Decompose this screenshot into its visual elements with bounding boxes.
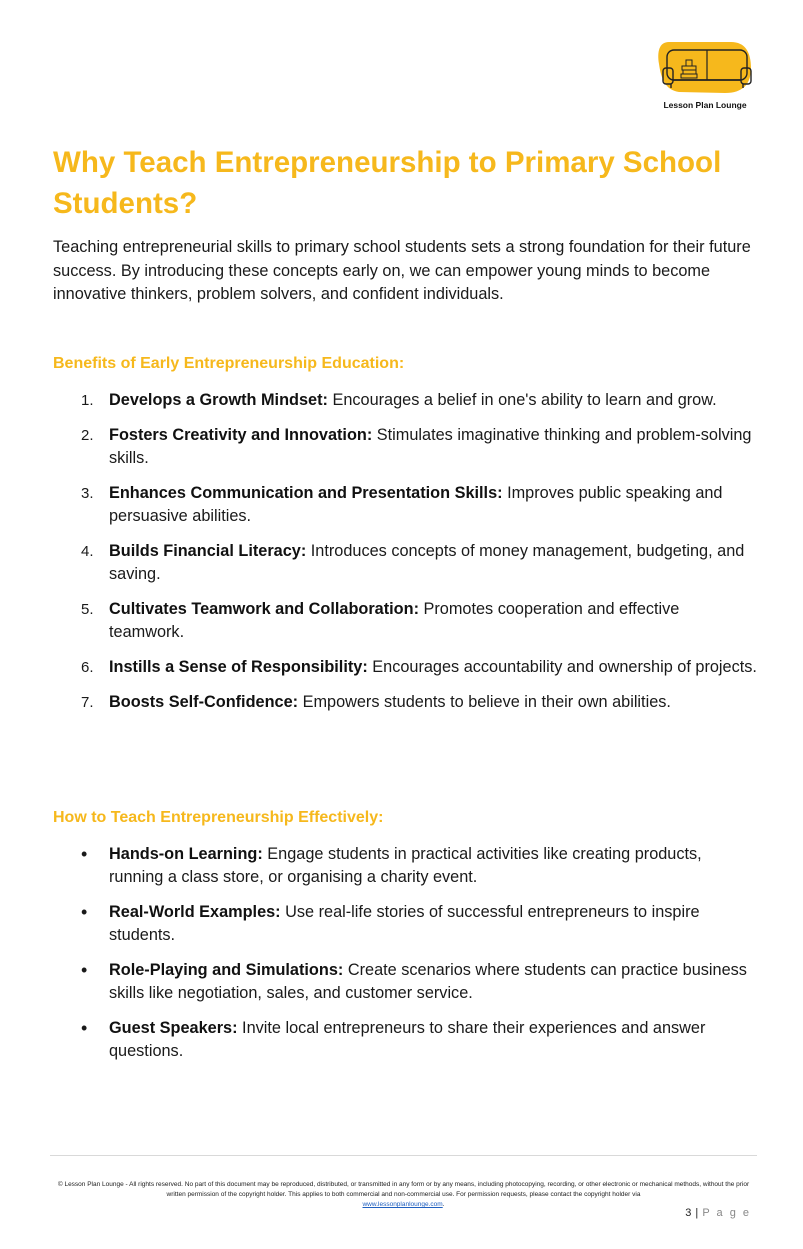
- footer-copyright: [55, 1180, 752, 1210]
- item-label: Fosters Creativity and Innovation:: [109, 426, 373, 444]
- list-item: [53, 389, 758, 412]
- item-label: Real-World Examples:: [109, 903, 281, 921]
- list-item: [53, 843, 758, 889]
- item-label: Develops a Growth Mindset:: [109, 391, 328, 409]
- list-item: [53, 1017, 758, 1063]
- list-number: 6.: [81, 659, 94, 676]
- item-text: Empowers students to believe in their own abilities.: [298, 693, 671, 711]
- bullet-icon: •: [81, 844, 88, 864]
- item-label: Cultivates Teamwork and Collaboration:: [109, 600, 419, 618]
- page-number-value: 3: [685, 1207, 692, 1219]
- howto-heading: How to Teach Entrepreneurship Effectively:: [53, 809, 384, 826]
- item-label: Hands-on Learning:: [109, 845, 263, 863]
- page-title: Why Teach Entrepreneurship to Primary School Students?: [53, 146, 722, 220]
- item-text: Encourages a belief in one's ability to learn and grow.: [327, 391, 717, 409]
- list-number: 7.: [81, 694, 94, 711]
- list-number: 4.: [81, 543, 94, 560]
- list-number: 3.: [81, 485, 94, 502]
- item-label: Instills a Sense of Responsibility:: [109, 658, 368, 676]
- item-text: Stimulates imaginative thinking and problem-solving skills.: [109, 426, 752, 467]
- page-separator: |: [695, 1207, 699, 1219]
- list-item: [53, 424, 758, 470]
- website-link[interactable]: www.lessonplanlounge.com: [362, 1201, 443, 1208]
- item-text: Introduces concepts of money management, budgeting, and saving.: [109, 542, 745, 583]
- intro-paragraph: Teaching entrepreneurial skills to primary school students sets a strong foundation for their future success. By introducing these concepts early on, we can empower young minds to become innovative thinkers, problem solvers, and confident individuals.: [53, 238, 751, 303]
- bullet-icon: •: [81, 960, 88, 980]
- page-number: [685, 1207, 751, 1219]
- logo: [655, 38, 755, 116]
- item-text: Encourages accountability and ownership of projects.: [367, 658, 757, 676]
- page-label: P a g e: [702, 1207, 751, 1219]
- list-number: 1.: [81, 392, 94, 409]
- list-item: [53, 901, 758, 947]
- benefits-list: [53, 389, 758, 726]
- item-label: Builds Financial Literacy:: [109, 542, 307, 560]
- item-text: Promotes cooperation and effective teamwork.: [109, 600, 680, 641]
- item-label: Guest Speakers:: [109, 1019, 238, 1037]
- item-text: Use real-life stories of successful entrepreneurs to inspire students.: [109, 903, 700, 944]
- item-text: Improves public speaking and persuasive abilities.: [109, 484, 723, 525]
- link-suffix: .: [442, 1201, 445, 1208]
- list-number: 2.: [81, 427, 94, 444]
- logo-text: Lesson Plan Lounge: [663, 100, 747, 110]
- list-item: [53, 540, 758, 586]
- bullet-icon: •: [81, 1018, 88, 1038]
- list-number: 5.: [81, 601, 94, 618]
- copyright-text: © Lesson Plan Lounge - All rights reserved. No part of this document may be reproduced, distributed, or transmitted in any form or by any means, including photocopying, recording, or other electronic or mechanical methods, without the prior written permission of the copyright holder. This applies to both commercial and non-commercial use. For permission requests, please contact the copyright holder via: [57, 1181, 750, 1198]
- bullet-icon: •: [81, 902, 88, 922]
- list-item: [53, 482, 758, 528]
- item-text: Invite local entrepreneurs to share their experiences and answer questions.: [109, 1019, 706, 1060]
- sofa-books-icon: [655, 38, 755, 100]
- list-item: [53, 656, 758, 679]
- item-label: Role-Playing and Simulations:: [109, 961, 344, 979]
- item-text: Engage students in practical activities like creating products, running a class store, or organising a charity event.: [109, 845, 702, 886]
- item-label: Enhances Communication and Presentation Skills:: [109, 484, 503, 502]
- benefits-heading: Benefits of Early Entrepreneurship Education:: [53, 355, 405, 372]
- list-item: [53, 959, 758, 1005]
- item-text: Create scenarios where students can practice business skills like negotiation, sales, and customer service.: [109, 961, 747, 1002]
- item-label: Boosts Self-Confidence:: [109, 693, 299, 711]
- list-item: [53, 598, 758, 644]
- list-item: [53, 691, 758, 714]
- howto-list: [53, 843, 758, 1075]
- footer-divider: [50, 1155, 757, 1156]
